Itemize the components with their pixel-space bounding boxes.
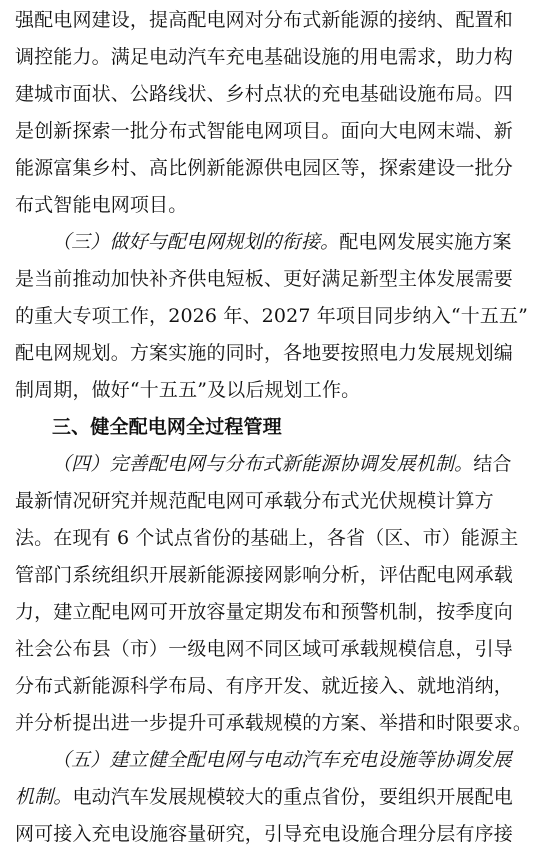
text-line: 是创新探索一批分布式智能电网项目。面向大电网末端、新: [15, 120, 513, 142]
text-line: 强配电网建设，提高配电网对分布式新能源的接纳、配置和: [15, 9, 513, 31]
section-3-first-line: [15, 224, 541, 261]
text-line: 最新情况研究并规范配电网可承载分布式光伏规模计算方: [15, 490, 494, 512]
text-line: 管部门系统组织开展新能源接网影响分析，评估配电网承载: [15, 564, 513, 586]
chapter-heading: 三、健全配电网全过程管理: [52, 416, 282, 438]
section-3-body-first: 配电网发展实施方案: [339, 231, 512, 253]
section-4-first-line: [15, 446, 541, 483]
text-line: 能源富集乡村、高比例新能源供电园区等，探索建设一批分: [15, 157, 513, 179]
section-3-title: （三）做好与配电网规划的衔接。: [52, 231, 340, 253]
section-5-title-line: [15, 742, 541, 779]
text-line: 分布式新能源科学布局、有序开发、就近接入、就地消纳，: [15, 675, 513, 697]
text-line: 建城市面状、公路线状、乡村点状的充电基础设施布局。四: [15, 83, 513, 105]
text-line: 社会公布县（市）一级电网不同区域可承载规模信息，引导: [15, 638, 513, 660]
text-line: 调控能力。满足电动汽车充电基础设施的用电需求，助力构: [15, 46, 513, 68]
section-5-title-b: 机制。: [15, 786, 73, 808]
text-line: 并分析提出进一步提升可承载规模的方案、举措和时限要求。: [15, 712, 533, 734]
text-line: 力，建立配电网可开放容量定期发布和预警机制，按季度向: [15, 601, 513, 623]
text-line: 网可接入充电设施容量研究，引导充电设施合理分层有序接: [15, 823, 513, 845]
text-line: 布式智能电网项目。: [15, 194, 188, 216]
section-5-body-first: 电动汽车发展规模较大的重点省份，要组织开展配电: [72, 786, 513, 808]
section-4-title: （四）完善配电网与分布式新能源协调发展机制。: [52, 453, 474, 475]
section-5-second-line: [15, 779, 529, 816]
section-4-body-first: 结合: [473, 453, 512, 475]
text-line: 法。在现有 6 个试点省份的基础上，各省（区、市）能源主: [15, 527, 519, 549]
section-5-title-a: （五）建立健全配电网与电动汽车充电设施等协调发展: [52, 749, 512, 771]
text-line: 的重大专项工作，2026 年、2027 年项目同步纳入“十五五”: [15, 305, 529, 327]
text-line: 制周期，做好“十五五”及以后规划工作。: [15, 379, 361, 401]
text-line: 配电网规划。方案实施的同时，各地要按照电力发展规划编: [15, 342, 513, 364]
text-line: 是当前推动加快补齐供电短板、更好满足新型主体发展需要: [15, 268, 513, 290]
